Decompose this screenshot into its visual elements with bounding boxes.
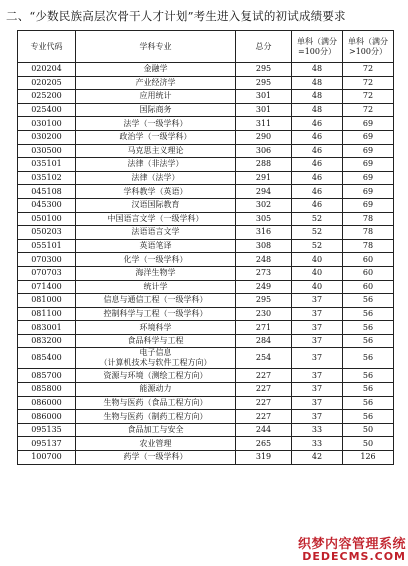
cell-total: 295: [236, 294, 292, 308]
cell-single-le100: 52: [292, 212, 343, 226]
cell-single-le100: 37: [292, 307, 343, 321]
cell-code: 070703: [18, 266, 76, 280]
cell-single-le100: 46: [292, 130, 343, 144]
cell-code: 025200: [18, 90, 76, 104]
table-row: [18, 266, 394, 280]
cell-major: 国际商务: [76, 103, 236, 117]
cell-total: 301: [236, 90, 292, 104]
table-row: [18, 198, 394, 212]
cell-major: 马克思主义理论: [76, 144, 236, 158]
watermark-line1: 织梦内容管理系统: [297, 536, 406, 552]
cell-major: 汉语国际教育: [76, 198, 236, 212]
cell-total: 227: [236, 396, 292, 410]
cell-single-le100: 33: [292, 437, 343, 451]
cell-code: 020204: [18, 63, 76, 77]
cell-total: 295: [236, 76, 292, 90]
cell-code: 083001: [18, 321, 76, 335]
cell-total: 284: [236, 334, 292, 348]
cell-major: 食品加工与安全: [76, 423, 236, 437]
cell-single-le100: 42: [292, 451, 343, 465]
cell-code: 085800: [18, 383, 76, 397]
cell-single-gt100: 56: [343, 369, 394, 383]
cell-total: 227: [236, 369, 292, 383]
cell-major: 英语笔译: [76, 239, 236, 253]
table-row: [18, 321, 394, 335]
cell-code: 035102: [18, 171, 76, 185]
cell-code: 020205: [18, 76, 76, 90]
cell-code: 083200: [18, 334, 76, 348]
cell-total: 291: [236, 171, 292, 185]
cell-major: 海洋生物学: [76, 266, 236, 280]
cell-major: 生物与医药（制药工程方向）: [76, 410, 236, 424]
cell-total: 308: [236, 239, 292, 253]
table-row: [18, 437, 394, 451]
cell-code: 025400: [18, 103, 76, 117]
cell-single-le100: 37: [292, 396, 343, 410]
cell-code: 086000: [18, 410, 76, 424]
cell-single-le100: 48: [292, 76, 343, 90]
cell-total: 249: [236, 280, 292, 294]
cell-single-gt100: 69: [343, 198, 394, 212]
cell-total: 294: [236, 185, 292, 199]
cell-code: 085700: [18, 369, 76, 383]
cell-total: 302: [236, 198, 292, 212]
cell-code: 086000: [18, 396, 76, 410]
table-row: [18, 348, 394, 369]
table-row: [18, 158, 394, 172]
table-row: [18, 253, 394, 267]
cell-code: 030200: [18, 130, 76, 144]
table-row: [18, 226, 394, 240]
cell-total: 271: [236, 321, 292, 335]
cell-total: 227: [236, 410, 292, 424]
cell-major: 法律（非法学）: [76, 158, 236, 172]
header-single-le100: 单科（满分=100分）: [292, 31, 343, 63]
table-row: [18, 212, 394, 226]
cell-total: 288: [236, 158, 292, 172]
table-row: [18, 117, 394, 131]
cell-single-gt100: 56: [343, 396, 394, 410]
cell-single-gt100: 69: [343, 185, 394, 199]
cell-single-le100: 37: [292, 348, 343, 369]
header-code: 专业代码: [18, 31, 76, 63]
cell-single-le100: 46: [292, 171, 343, 185]
cell-code: 050100: [18, 212, 76, 226]
cell-total: 265: [236, 437, 292, 451]
cell-major: 能源动力: [76, 383, 236, 397]
cell-single-le100: 37: [292, 334, 343, 348]
table-row: [18, 76, 394, 90]
cell-single-gt100: 78: [343, 212, 394, 226]
cell-total: 301: [236, 103, 292, 117]
cell-single-le100: 37: [292, 321, 343, 335]
cell-single-le100: 46: [292, 185, 343, 199]
cell-major: 食品科学与工程: [76, 334, 236, 348]
table-row: [18, 185, 394, 199]
cell-code: 095135: [18, 423, 76, 437]
cell-code: 081000: [18, 294, 76, 308]
cell-major: 产业经济学: [76, 76, 236, 90]
cell-major: 法律（法学）: [76, 171, 236, 185]
cell-single-le100: 37: [292, 294, 343, 308]
cell-major: 电子信息 （计算机技术与软件工程方向）: [76, 348, 236, 369]
cell-major: 统计学: [76, 280, 236, 294]
cell-single-gt100: 72: [343, 103, 394, 117]
cell-major: 金融学: [76, 63, 236, 77]
cell-single-le100: 46: [292, 158, 343, 172]
cell-code: 045300: [18, 198, 76, 212]
cell-single-gt100: 72: [343, 63, 394, 77]
cell-single-gt100: 60: [343, 266, 394, 280]
cell-major: 农业管理: [76, 437, 236, 451]
cell-major: 环境科学: [76, 321, 236, 335]
table-row: [18, 334, 394, 348]
cell-single-gt100: 126: [343, 451, 394, 465]
cell-single-le100: 48: [292, 63, 343, 77]
cell-single-gt100: 69: [343, 158, 394, 172]
cell-code: 100700: [18, 451, 76, 465]
cell-total: 290: [236, 130, 292, 144]
cell-code: 030500: [18, 144, 76, 158]
table-row: [18, 280, 394, 294]
cell-total: 319: [236, 451, 292, 465]
table-row: [18, 396, 394, 410]
cell-single-gt100: 56: [343, 321, 394, 335]
cell-single-gt100: 56: [343, 383, 394, 397]
cell-major: 政治学（一级学科）: [76, 130, 236, 144]
table-row: [18, 63, 394, 77]
cell-single-le100: 33: [292, 423, 343, 437]
cell-total: 230: [236, 307, 292, 321]
cell-single-gt100: 72: [343, 90, 394, 104]
cell-single-gt100: 78: [343, 239, 394, 253]
cell-total: 295: [236, 63, 292, 77]
cell-code: 035101: [18, 158, 76, 172]
cell-single-le100: 37: [292, 369, 343, 383]
table-row: [18, 423, 394, 437]
cell-single-gt100: 50: [343, 423, 394, 437]
table-row: [18, 239, 394, 253]
table-row: [18, 410, 394, 424]
cell-single-gt100: 72: [343, 76, 394, 90]
cell-total: 248: [236, 253, 292, 267]
cell-single-gt100: 56: [343, 294, 394, 308]
cell-single-le100: 52: [292, 239, 343, 253]
cell-major: 生物与医药（食品工程方向）: [76, 396, 236, 410]
cell-major: 应用统计: [76, 90, 236, 104]
cell-single-le100: 37: [292, 410, 343, 424]
cell-single-le100: 40: [292, 280, 343, 294]
table-row: [18, 383, 394, 397]
cell-major: 法语语言文学: [76, 226, 236, 240]
cell-code: 045108: [18, 185, 76, 199]
cell-total: 311: [236, 117, 292, 131]
table-row: [18, 294, 394, 308]
cell-code: 085400: [18, 348, 76, 369]
cell-major: 信息与通信工程（一级学科）: [76, 294, 236, 308]
cell-single-le100: 52: [292, 226, 343, 240]
cell-total: 227: [236, 383, 292, 397]
cell-single-le100: 37: [292, 383, 343, 397]
cell-major: 药学（一级学科）: [76, 451, 236, 465]
cell-total: 244: [236, 423, 292, 437]
table-row: [18, 103, 394, 117]
watermark-logo: [288, 538, 406, 563]
cell-code: 030100: [18, 117, 76, 131]
table-row: [18, 171, 394, 185]
header-row: [18, 31, 394, 63]
cell-major: 中国语言文学（一级学科）: [76, 212, 236, 226]
cell-single-gt100: 69: [343, 144, 394, 158]
cell-total: 316: [236, 226, 292, 240]
cell-major: 化学（一级学科）: [76, 253, 236, 267]
cell-major: 学科教学（英语）: [76, 185, 236, 199]
table-row: [18, 307, 394, 321]
cell-total: 273: [236, 266, 292, 280]
cell-single-le100: 46: [292, 144, 343, 158]
cell-single-gt100: 69: [343, 171, 394, 185]
page-heading: 二、“少数民族高层次骨干人才计划”考生进入复试的初试成绩要求: [6, 9, 346, 23]
cell-single-gt100: 69: [343, 117, 394, 131]
score-table: [17, 30, 394, 465]
cell-code: 081100: [18, 307, 76, 321]
cell-major: 资源与环境（测绘工程方向）: [76, 369, 236, 383]
cell-single-gt100: 56: [343, 307, 394, 321]
cell-total: 306: [236, 144, 292, 158]
cell-total: 254: [236, 348, 292, 369]
header-major: 学科专业: [76, 31, 236, 63]
cell-code: 070300: [18, 253, 76, 267]
cell-single-gt100: 56: [343, 410, 394, 424]
cell-major: 控制科学与工程（一级学科）: [76, 307, 236, 321]
cell-total: 305: [236, 212, 292, 226]
table-row: [18, 144, 394, 158]
table-row: [18, 451, 394, 465]
score-table-body: [18, 63, 394, 465]
cell-single-gt100: 60: [343, 280, 394, 294]
cell-single-le100: 46: [292, 198, 343, 212]
cell-single-le100: 48: [292, 90, 343, 104]
cell-single-le100: 40: [292, 253, 343, 267]
table-row: [18, 130, 394, 144]
cell-single-gt100: 78: [343, 226, 394, 240]
cell-single-le100: 40: [292, 266, 343, 280]
score-table-header: [18, 31, 394, 63]
cell-code: 071400: [18, 280, 76, 294]
cell-single-gt100: 56: [343, 334, 394, 348]
cell-code: 050203: [18, 226, 76, 240]
cell-code: 055101: [18, 239, 76, 253]
cell-code: 095137: [18, 437, 76, 451]
cell-single-gt100: 69: [343, 130, 394, 144]
cell-single-gt100: 50: [343, 437, 394, 451]
cell-major: 法学（一级学科）: [76, 117, 236, 131]
header-single-gt100: 单科（满分>100分）: [343, 31, 394, 63]
table-row: [18, 90, 394, 104]
watermark-line2: DEDECMS.COM: [302, 550, 406, 564]
cell-single-gt100: 56: [343, 348, 394, 369]
cell-single-le100: 48: [292, 103, 343, 117]
header-total: 总分: [236, 31, 292, 63]
table-row: [18, 369, 394, 383]
cell-single-le100: 46: [292, 117, 343, 131]
cell-single-gt100: 60: [343, 253, 394, 267]
